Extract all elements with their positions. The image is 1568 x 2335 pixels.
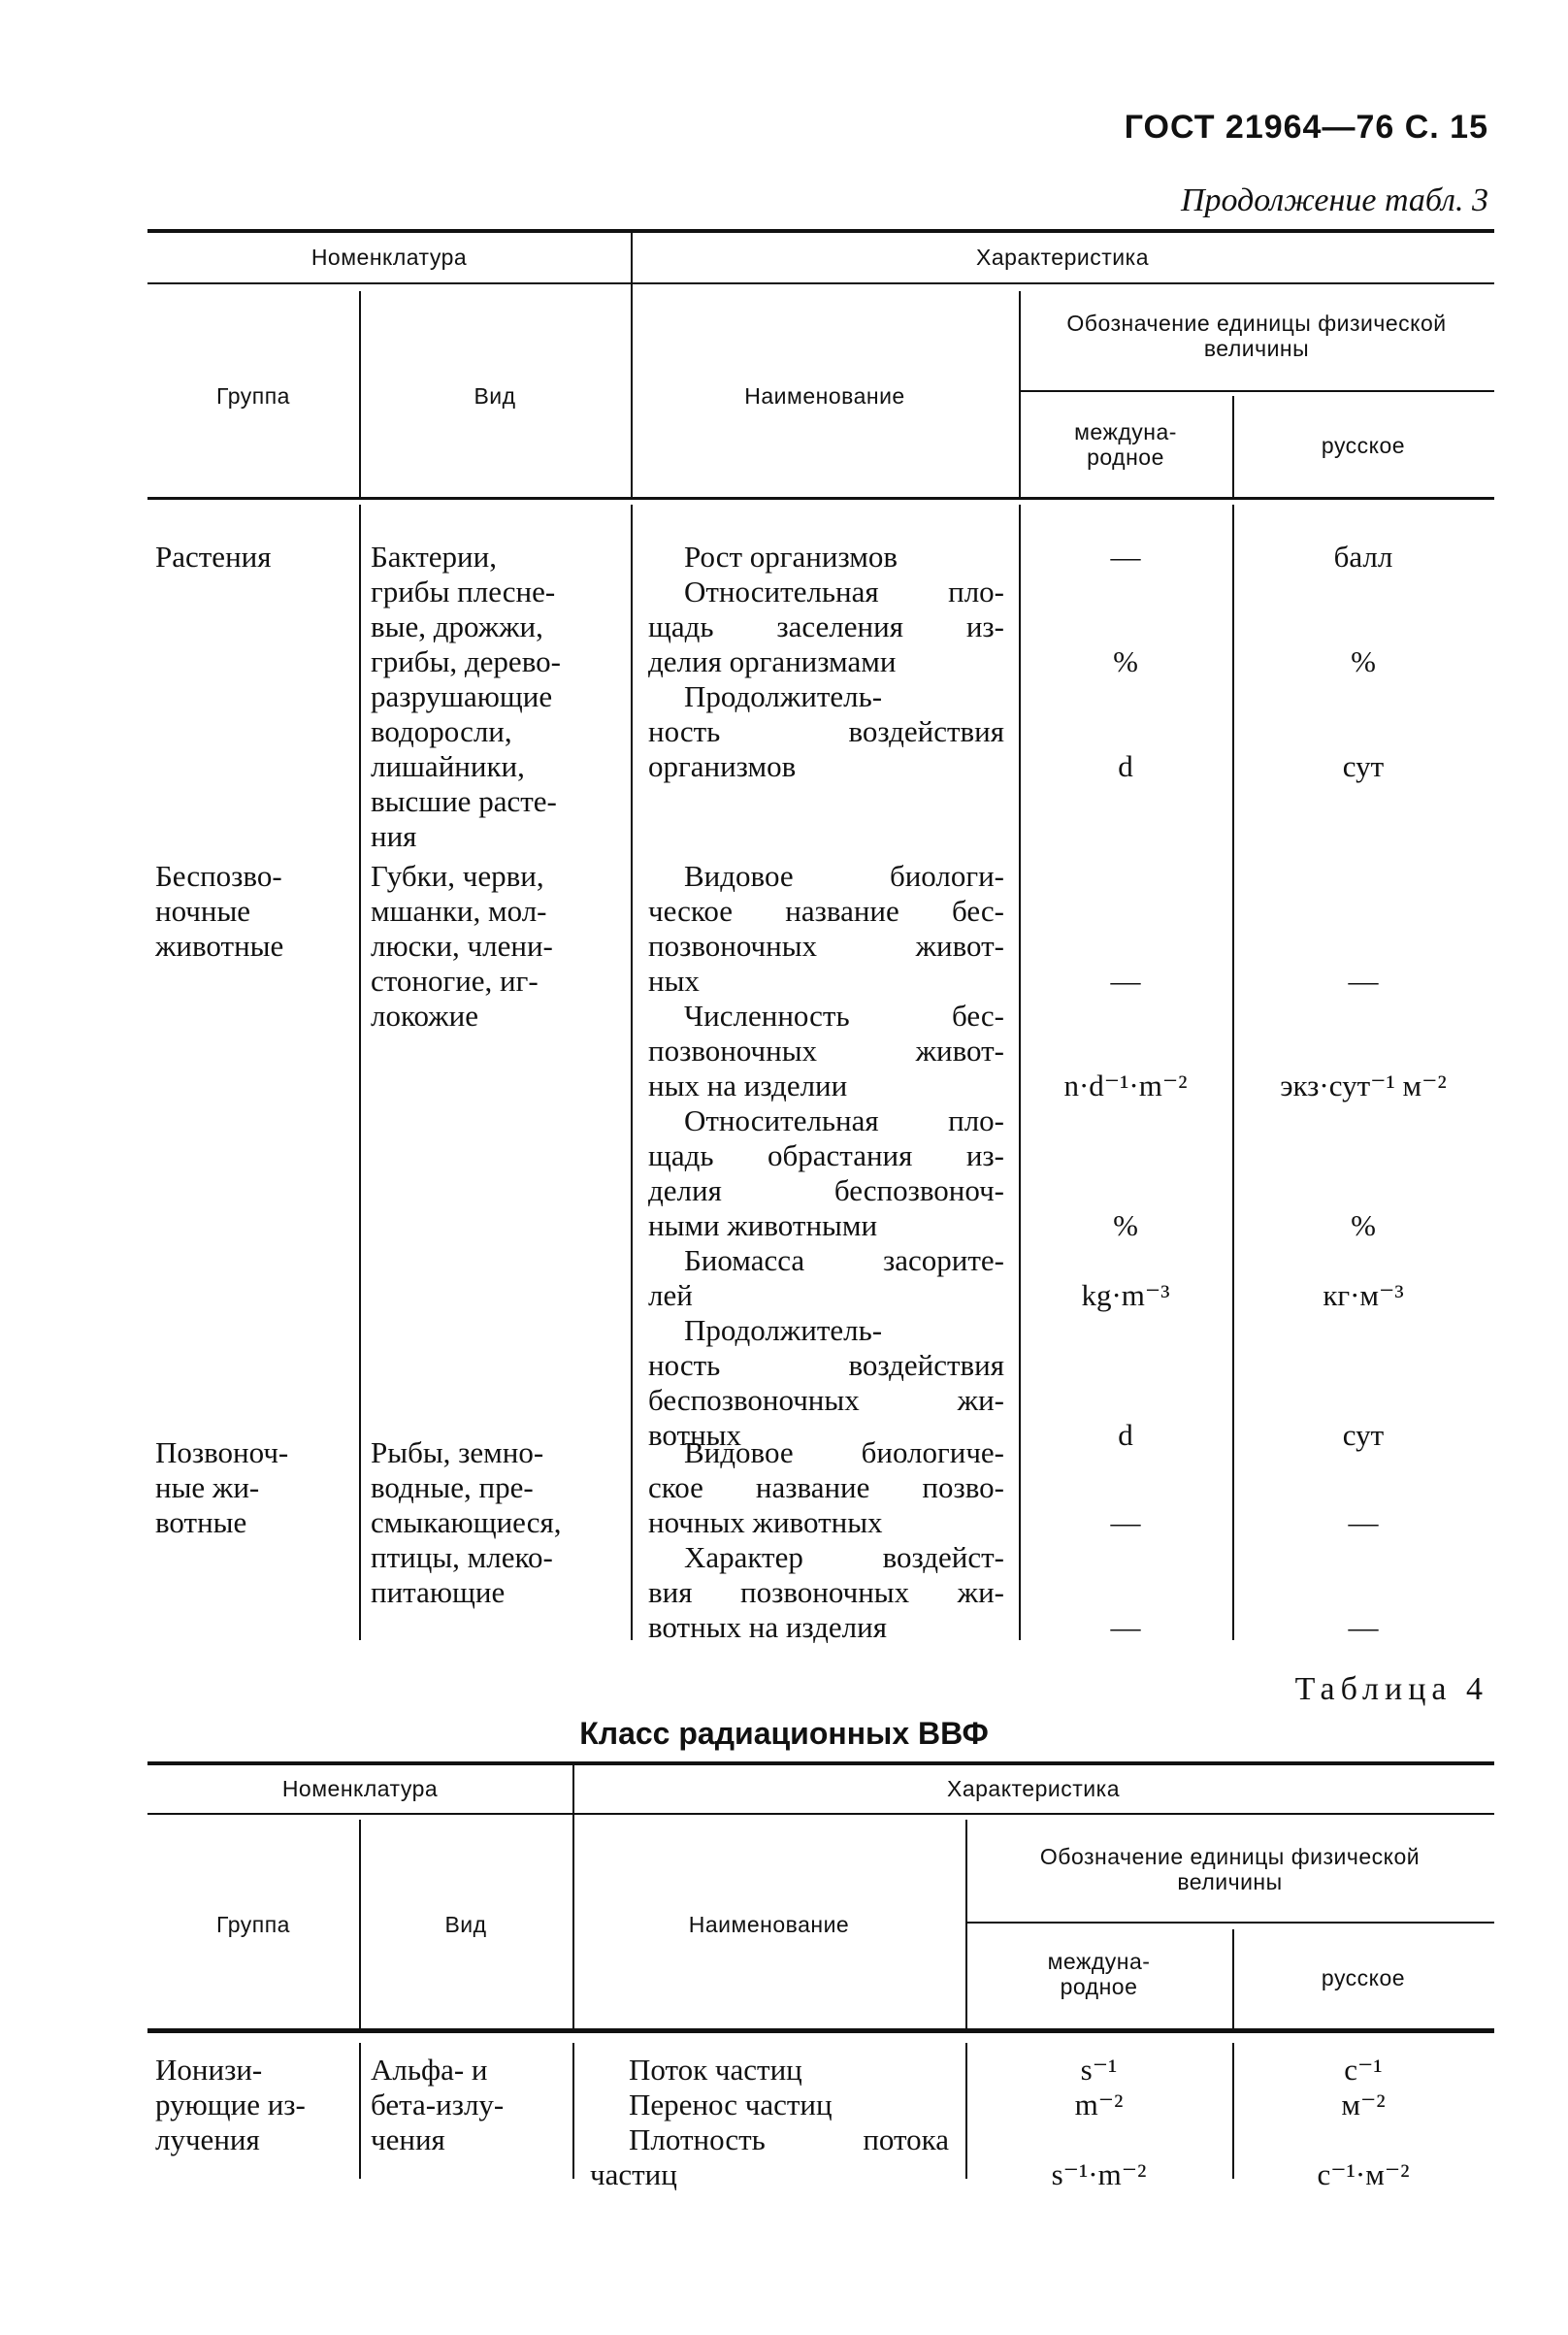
characteristic-name-line: позвоночных живот- [648,1034,1004,1068]
header-international: междуна- родное [1074,419,1177,471]
unit-international: s⁻¹ [1080,2053,1118,2087]
characteristic-name-line: Продолжитель- [684,679,883,713]
rule-line [147,2028,1494,2033]
unit-russian: — [1348,1610,1379,1644]
column-divider [359,505,361,1640]
unit-international: — [1110,1610,1141,1644]
unit-international: — [1110,1505,1141,1539]
header-nomenclature: Номенклатура [281,1776,439,1801]
group-label: Ионизи- рующие из- лучения [155,2053,306,2156]
characteristic-name-line: ными животными [648,1208,878,1242]
characteristic-name-line: ческое название бес- [648,894,1004,928]
characteristic-name-line: ных на изделии [648,1069,848,1102]
header-unit-designation: Обозначение единицы физической величины [1039,1844,1421,1895]
rule-line [147,1813,1494,1815]
characteristic-name-line: Биомасса засорите- [684,1243,1004,1277]
characteristic-name-line: Численность бес- [684,999,1004,1033]
header-name: Наименование [744,383,905,409]
unit-russian: — [1348,1505,1379,1539]
unit-international: % [1113,1208,1138,1242]
column-divider [359,2043,361,2179]
unit-international: — [1110,964,1141,998]
characteristic-name-line: Плотность потока [629,2122,949,2156]
characteristic-name-line: частиц [590,2157,677,2191]
characteristic-name-line: ных [648,964,700,998]
characteristic-name-line: ское название позво- [648,1470,1004,1504]
characteristic-name-line: беспозвоночных жи- [648,1383,1004,1417]
unit-russian: — [1348,964,1379,998]
characteristic-name-line: Характер воздейст- [684,1540,1004,1574]
characteristic-name-line: Поток частиц [629,2053,802,2087]
unit-international: kg·m⁻³ [1081,1278,1170,1312]
header-russian: русское [1321,1965,1406,1990]
header-group: Группа [216,383,290,409]
unit-international: n·d⁻¹·m⁻² [1063,1069,1188,1102]
characteristic-name-line: щадь обрастания из- [648,1138,1004,1172]
table-4-title: Класс радиационных ВВФ [579,1716,989,1751]
unit-russian: сут [1342,1418,1385,1452]
unit-russian: % [1351,1208,1376,1242]
unit-russian: балл [1333,540,1393,574]
unit-russian: м⁻² [1341,2088,1386,2121]
page-header: ГОСТ 21964—76 С. 15 [1124,109,1488,146]
unit-international: % [1113,644,1138,678]
characteristic-name-line: Продолжитель- [684,1313,883,1347]
rule-line [147,229,1494,233]
characteristic-name-line: вотных на изделия [648,1610,887,1644]
unit-international: s⁻¹·m⁻² [1051,2157,1147,2191]
characteristic-name-line: Видовое биологи- [684,859,1004,893]
column-divider [572,2043,574,2179]
header-kind: Вид [444,1912,487,1937]
header-characteristic: Характеристика [976,245,1149,270]
unit-russian: экз·сут⁻¹ м⁻² [1280,1069,1447,1102]
header-kind: Вид [474,383,516,409]
characteristic-name-line: Относительная пло- [684,575,1004,608]
group-label: Позвоноч- ные жи- вотные [155,1435,289,1539]
characteristic-name-line: ность воздействия [648,714,1004,748]
characteristic-name-line: ночных животных [648,1505,883,1539]
characteristic-name-line: позвоночных живот- [648,929,1004,963]
rule-line [147,1761,1494,1765]
characteristic-name-line: лей [648,1278,693,1312]
unit-russian: кг·м⁻³ [1323,1278,1404,1312]
rule-line [147,282,1494,284]
characteristic-name-line: вотных [648,1418,741,1452]
header-characteristic: Характеристика [947,1776,1120,1801]
kind-label: Альфа- и бета-излу- чения [371,2053,505,2156]
characteristic-name-line: делия организмами [648,644,897,678]
header-unit-designation: Обозначение единицы физической величины [1066,311,1447,362]
table-4-caption: Таблица 4 [1294,1671,1488,1707]
characteristic-name-line: вия позвоночных жи- [648,1575,1004,1609]
unit-russian: с⁻¹·м⁻² [1317,2157,1410,2191]
kind-label: Губки, черви, мшанки, мол- люски, члени- стоногие, иг- локожие [371,859,553,1033]
column-divider [631,505,633,1640]
characteristic-name-line: ность воздействия [648,1348,1004,1382]
header-name: Наименование [688,1912,850,1937]
header-group: Группа [216,1912,290,1937]
characteristic-name-line: делия беспозвоноч- [648,1173,1004,1207]
unit-international: — [1110,540,1141,574]
rule-line [965,1922,1494,1924]
table-continuation-label: Продолжение табл. 3 [1180,182,1488,218]
characteristic-name-line: Перенос частиц [629,2088,833,2121]
characteristic-name-line: Относительная пло- [684,1103,1004,1137]
group-label: Растения [155,540,272,574]
rule-line [147,497,1494,500]
rule-line [1019,390,1494,392]
group-label: Беспозво- ночные животные [155,859,284,963]
header-nomenclature: Номенклатура [310,245,468,270]
header-international: междуна- родное [1047,1949,1151,2000]
characteristic-name-line: щадь заселения из- [648,609,1004,643]
unit-russian: с⁻¹ [1344,2053,1383,2087]
characteristic-name-line: Видовое биологиче- [684,1435,1004,1469]
characteristic-name-line: Рост организмов [684,540,898,574]
kind-label: Бактерии, грибы плесне- вые, дрожжи, грибы, дерево- разрушающие водоросли, лишайники, высшие расте- ния [371,540,561,853]
unit-international: d [1118,749,1133,783]
header-russian: русское [1321,433,1406,458]
unit-international: d [1118,1418,1133,1452]
unit-international: m⁻² [1074,2088,1124,2121]
kind-label: Рыбы, земно- водные, пре- смыкающиеся, птицы, млеко- питающие [371,1435,562,1609]
unit-russian: % [1351,644,1376,678]
unit-russian: сут [1342,749,1385,783]
characteristic-name-line: организмов [648,749,797,783]
